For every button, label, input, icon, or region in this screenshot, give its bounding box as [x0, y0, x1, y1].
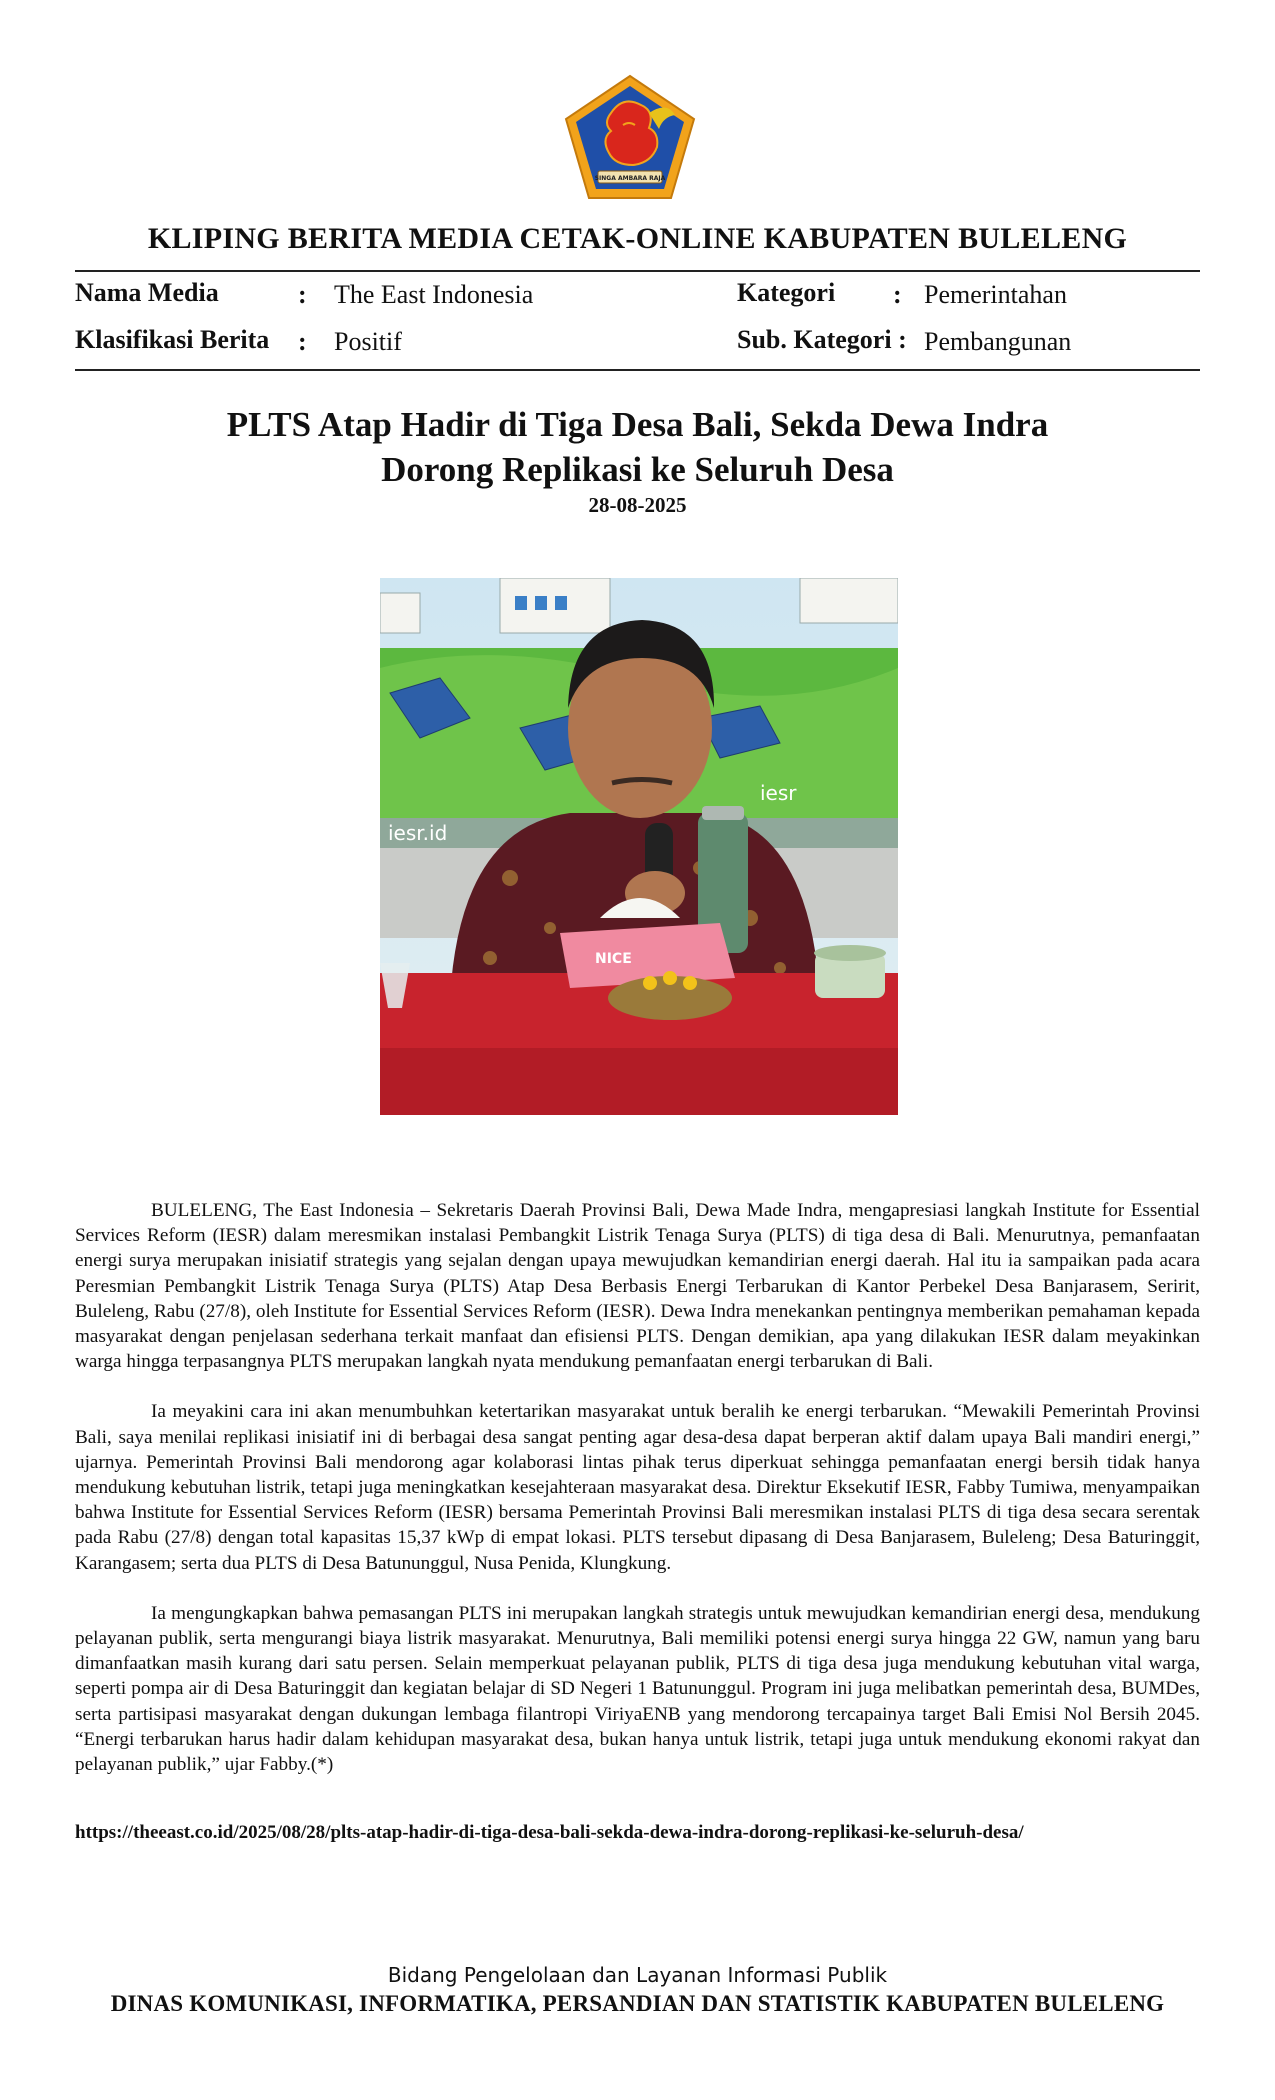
header-rule-top	[75, 270, 1200, 272]
article-photo	[380, 578, 898, 1115]
article-paragraph-1: BULELENG, The East Indonesia – Sekretaris Daerah Provinsi Bali, Dewa Made Indra, mengapresiasi langkah Institute for Essential Services Reform (IESR) dalam meresmikan instalasi Pembangkit Listrik Tenaga Surya (PLTS) di tiga desa di Bali. Menurutnya, pemanfaatan energi surya merupakan inisiatif strategis yang sejalan dengan upaya mewujudkan kemandirian energi daerah. Hal itu ia sampaikan pada acara Peresmian Pembangkit Listrik Tenaga Surya (PLTS) Atap Desa Berbasis Energi Terbarukan di Kantor Perbekel Desa Banjarasem, Seririt, Buleleng, Rabu (27/8), oleh Institute for Essential Services Reform (IESR). Dewa Indra menekankan pentingnya memberikan pemahaman kepada masyarakat dengan penjelasan sederhana terkait manfaat dan efisiensi PLTS. Dengan demikian, apa yang dilakukan IESR dalam meyakinkan warga hingga terpasangnya PLTS merupakan langkah nyata mendukung pemanfaatan energi terbarukan di Bali.	[75, 1200, 1200, 1373]
page-header-title: KLIPING BERITA MEDIA CETAK-ONLINE KABUPATEN BULELENG	[147, 222, 1128, 255]
article-source-link[interactable]: https://theeast.co.id/2025/08/28/plts-atap-hadir-di-tiga-desa-bali-sekda-dewa-indra-dorong-replikasi-ke-seluruh-desa/	[75, 1822, 1024, 1843]
article-date: 28-08-2025	[588, 493, 687, 517]
kategori-colon: :	[893, 280, 902, 309]
article-title-line-1: PLTS Atap Hadir di Tiga Desa Bali, Sekda Dewa Indra	[226, 405, 1049, 444]
buleleng-coat-of-arms-icon	[563, 73, 697, 201]
logo-motto: SINGA AMBARA RAJA	[594, 175, 666, 182]
article-title-line-2: Dorong Replikasi ke Seluruh Desa	[381, 450, 894, 489]
klasifikasi-colon: :	[298, 327, 307, 356]
media-value: The East Indonesia	[334, 280, 534, 309]
klasifikasi-label: Klasifikasi Berita	[75, 325, 270, 354]
footer-division: Bidang Pengelolaan dan Layanan Informasi Publik	[387, 1963, 888, 1987]
photo-watermark-iesr: iesr	[760, 781, 797, 805]
article-paragraph-2: Ia meyakini cara ini akan menumbuhkan ketertarikan masyarakat untuk beralih ke energi terbarukan. “Mewakili Pemerintah Provinsi Bali, saya menilai replikasi inisiatif ini di berbagai desa sangat penting agar desa-desa dapat berperan aktif dalam upaya Bali mandiri energi,” ujarnya. Pemerintah Provinsi Bali mendorong agar kolaborasi lintas pihak terus diperkuat sehingga pemanfaatan energi bersih tidak hanya mendukung kebutuhan listrik, tetapi juga meningkatkan kesejahteraan masyarakat desa. Direktur Eksekutif IESR, Fabby Tumiwa, menyampaikan bahwa Institute for Essential Services Reform (IESR) bersama Pemerintah Provinsi Bali meresmikan instalasi PLTS di tiga desa secara serentak pada Rabu (27/8) dengan total kapasitas 15,37 kWp di empat lokasi. PLTS tersebut dipasang di Desa Banjarasem, Buleleng; Desa Baturinggit, Karangasem; serta dua PLTS di Desa Batununggul, Nusa Penida, Klungkung.	[75, 1401, 1200, 1574]
subkategori-value: Pembangunan	[924, 327, 1072, 356]
photo-watermark-iesr-id: iesr.id	[388, 821, 448, 845]
media-label: Nama Media	[75, 278, 219, 307]
article-body	[75, 1198, 1200, 1802]
article-title	[120, 402, 1155, 492]
article-paragraph-3: Ia mengungkapkan bahwa pemasangan PLTS ini merupakan langkah strategis untuk mewujudkan kemandirian energi desa, mendukung pelayanan publik, serta mengurangi biaya listrik masyarakat. Menurutnya, Bali memiliki potensi energi surya hingga 22 GW, namun yang baru dimanfaatkan masih kurang dari satu persen. Selain memperkuat pelayanan publik, PLTS di tiga desa juga mendukung kebutuhan vital warga, seperti pompa air di Desa Baturinggit dan kegiatan belajar di SD Negeri 1 Batununggul. Program ini juga melibatkan pemerintah desa, BUMDes, serta partisipasi masyarakat dengan dukungan lembaga filantropi ViriyaENB yang mendorong tercapainya target Bali Emisi Nol Bersih 2045. “Energi terbarukan harus hadir dalam kehidupan masyarakat desa, bukan hanya untuk listrik, tetapi juga untuk mendukung ekonomi rakyat dan pelayanan publik,” ujar Fabby.(*)	[75, 1602, 1200, 1776]
media-colon: :	[298, 280, 307, 309]
header-rule-bottom	[75, 369, 1200, 371]
kategori-label: Kategori	[737, 278, 836, 307]
subkategori-label: Sub. Kategori :	[737, 325, 907, 354]
footer-agency: DINAS KOMUNIKASI, INFORMATIKA, PERSANDIAN DAN STATISTIK KABUPATEN BULELENG	[110, 1991, 1165, 2016]
klasifikasi-value: Positif	[334, 327, 402, 356]
photo-tissue-brand: NICE	[595, 951, 632, 967]
kategori-value: Pemerintahan	[924, 280, 1067, 309]
